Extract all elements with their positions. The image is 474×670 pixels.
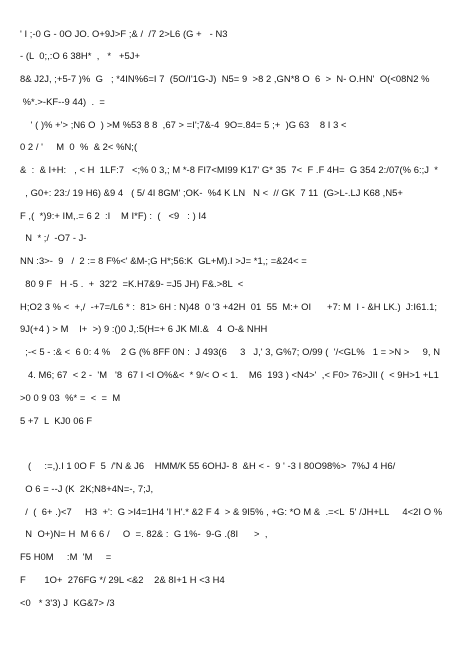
text-line: ;-< 5 - :& < 6 0: 4 % 2 G (% 8FF 0N : J 493(6 3 J,' 3, G%7; O/99 ( '/<GL% 1 = >N > 9, N [20, 346, 441, 357]
text-line: <0 * 3'3) J KG&7> /3 [20, 597, 115, 608]
text-line: F 1O+ 276FG */ 29L <&2 2& 8I+1 H <3 H4 [20, 574, 225, 585]
text-line: 0 2 / ' M 0 % & 2< %N;( [20, 141, 138, 152]
text-line: H;O2 3 % < +,/ -+7=/L6 * : 81> 6H : N)48 0 '3 +42H 01 55 M:+ OI +7: M I - &H LK.) J:I61.1; [20, 301, 438, 312]
text-line: %*.>-KF--9 44) . = [20, 96, 105, 107]
text-line: 5 +7 L KJ0 06 F [20, 415, 93, 426]
text-line: 8& J2J, ;+5-7 )% G ; *4IN%6=I 7 (5O/I'1G-J) N5= 9 >8 2 ,GN*8 O 6 > N- O.HN' O(<08N2 % [20, 73, 430, 84]
text-line: / ( 6+ .)<7 H3 +': G >I4=1H4 'I H'.* &2 F 4 > & 9I5% , +G: *O M & .=<L 5' /JH+LL 4<2I O % [20, 506, 443, 517]
text-line: N * ;/ -O7 - J- [20, 232, 87, 243]
text-line: F ,( *)9:+ IM,.= 6 2 :I M I*F) : ( <9 : ) I4 [20, 210, 207, 221]
text-line: ' ( )% +'> ;N6 O ) >M %53 8 8 ,67 > =I';7&-4 9O=.84= 5 ;+ )G 63 8 I 3 < [20, 119, 347, 130]
text-line: >0 0 9 03 %* = < = M [20, 392, 121, 403]
text-line: 80 9 F H -5 . + 32'2 =K.H7&9- =J5 JH) F&.>8L < [20, 278, 244, 289]
text-line: ( :=,).I 1 0O F 5 /'N & J6 HMM/K 55 6OHJ- 8 &H < - 9 ' -3 I 80O98%> 7%J 4 H6/ [20, 460, 396, 471]
text-line: F5 H0M :M 'M = [20, 551, 112, 562]
text-line: , G0+: 23:/ 19 H6) &9 4 ( 5/ 4I 8GM' ;OK- %4 K LN N < // GK 7 11 (G>L-.LJ K68 ,N5+ [20, 187, 403, 198]
text-line: O 6 = --J (K 2K;N8+4N=-, 7;J, [20, 483, 154, 494]
text-line: 4. M6; 67 < 2 - 'M '8 67 I <I O%&< * 9/< O < 1. M6 193 ) <N4>' ,< F0> 76>JII ( < 9H>1 +L1 [20, 369, 439, 380]
text-line: - (L 0;,:O 6 38H* , * +5J+ [20, 50, 141, 61]
text-line: N O+)N= H M 6 6 / O =. 82& : G 1%- 9-G .(8I > , [20, 528, 268, 539]
text-line: 9J(+4 ) > M I+ >) 9 :()0 J,:5(H=+ 6 JK MI.& 4 O-& NHH [20, 323, 268, 334]
text-line: ' I ;-0 G - 0O JO. O+9J>F ;& / /7 2>L6 (G + - N3 [20, 28, 228, 39]
text-line: NN :3>- 9 / 2 := 8 F%<' &M-;G H*;56:K GL+M).I >J= *1,; =&24< = [20, 255, 307, 266]
text-line: & : & I+H: , < H 1LF:7 <;% 0 3,; M *-8 FI7<MI99 K17' G* 35 7< F .F 4H= G 354 2:/07(% 6:;J * [20, 164, 439, 175]
